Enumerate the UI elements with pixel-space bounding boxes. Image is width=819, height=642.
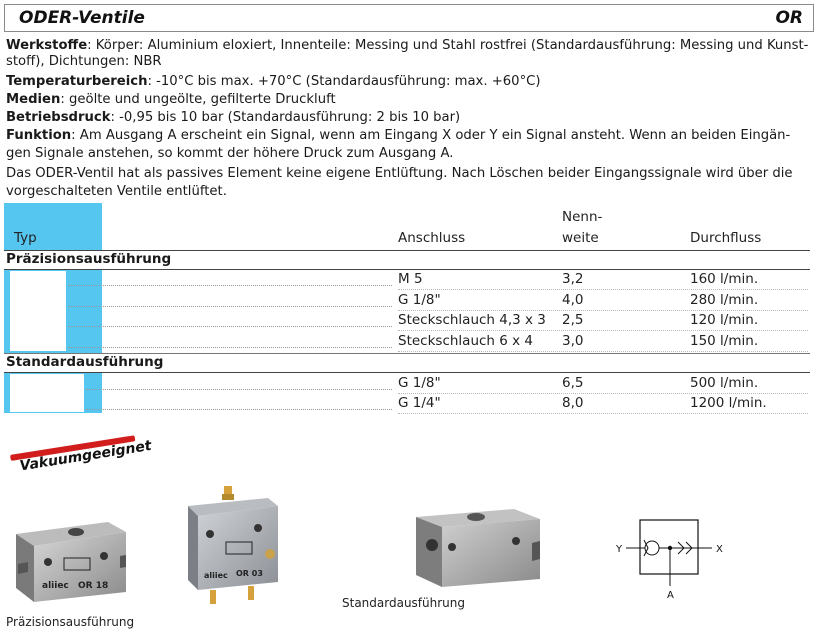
cell-durchfluss: 120 l/min. [690,312,759,328]
model-label-or03: OR 03 [236,569,263,578]
description-text: vorgeschalteten Ventile entlüftet. [6,184,227,199]
cell-anschluss: M 5 [398,271,423,287]
description-label: Funktion [6,128,72,143]
header-box [4,4,814,32]
header-nennweite-1: Nenn- [562,209,603,225]
header-typ: Typ [14,230,37,246]
leader-dots [68,285,392,286]
description-line [6,92,336,108]
row-divider [398,393,808,394]
symbol-a: A [667,590,674,600]
description-line [6,54,162,70]
description-line [6,184,227,200]
description-label: Betriebsdruck [6,110,111,125]
type-cell-blank [10,374,84,412]
cell-nennweite: 6,5 [562,375,584,391]
cell-durchfluss: 150 l/min. [690,332,759,349]
section-title: Präzisionsausführung [6,251,175,267]
description-line [6,74,541,90]
stamp-text: Vakuumgeeignet [18,437,153,475]
description-text: stoff), Dichtungen: NBR [6,54,162,69]
row-divider [398,351,808,352]
row-divider [398,289,808,290]
brand-label: aliiec [204,571,228,580]
cell-nennweite: 8,0 [562,395,584,411]
cell-nennweite: 3,0 [562,332,584,349]
caption-precision: Präzisionsausführung [6,615,135,629]
cell-durchfluss: 1200 l/min. [690,395,767,411]
caption-standard: Standardausführung [342,596,465,610]
leader-dots [86,389,392,390]
description-text: Das ODER-Ventil hat als passives Element keine eigene Entlüftung. Nach Löschen beider Eingangssignale wird über die [6,166,793,181]
page-title: ODER-Ventile [19,8,145,28]
description-text: gen Signale anstehen, so kommt der höhere Druck zum Ausgang A. [6,146,454,161]
row-divider [398,330,808,331]
header-durchfluss: Durchfluss [690,230,762,246]
section-title: Standardausführung [6,354,167,370]
cell-durchfluss: 500 l/min. [690,375,759,391]
pneumatic-symbol [612,516,736,600]
cell-nennweite: 3,2 [562,271,584,287]
description-line [6,128,790,144]
type-cell-blank [10,271,66,351]
description-line [6,166,793,182]
cell-anschluss: G 1/4" [398,395,441,411]
description-label: Werkstoffe [6,38,88,53]
description-line [6,38,808,54]
cell-anschluss: Steckschlauch 4,3 x 3 [398,312,546,328]
cell-anschluss: G 1/8" [398,291,441,308]
description-text: : -10°C bis max. +70°C (Standardausführung: max. +60°C) [147,74,541,89]
vacuum-stamp [10,435,153,484]
section-rule [4,269,810,270]
valve-or03-image [182,486,282,612]
valve-precision-image [8,512,130,604]
description-text: : Am Ausgang A erscheint ein Signal, wenn am Eingang X oder Y ein Signal ansteht. Wenn an beiden Eingän- [71,128,791,143]
description-text: : -0,95 bis 10 bar (Standardausführung: 2 bis 10 bar) [110,110,461,125]
section-rule [4,372,810,373]
cell-anschluss: Steckschlauch 6 x 4 [398,332,534,349]
symbol-y: Y [616,544,623,555]
row-divider [398,310,808,311]
cell-anschluss: G 1/8" [398,375,441,391]
description-line [6,110,460,126]
cell-durchfluss: 280 l/min. [690,291,759,308]
leader-dots [68,347,392,348]
cell-nennweite: 4,0 [562,291,584,308]
header-anschluss: Anschluss [398,230,466,246]
symbol-x: X [716,544,723,555]
description-label: Temperaturbereich [6,74,148,89]
model-label-or18: OR 18 [78,581,109,591]
leader-dots [86,409,392,410]
valve-standard-image [404,505,544,591]
description-line [6,146,453,162]
cell-nennweite: 2,5 [562,312,584,328]
leader-dots [68,326,392,327]
header-nennweite-2: weite [562,230,599,246]
row-divider [398,413,808,414]
product-code: OR [775,8,803,28]
description-label: Medien [6,92,61,107]
leader-dots [68,306,392,307]
cell-durchfluss: 160 l/min. [690,271,759,287]
description-text: : geölte und ungeölte, gefilterte Druckluft [60,92,336,107]
brand-label: aliiec [42,581,69,591]
description-text: : Körper: Aluminium eloxiert, Innenteile: Messing und Stahl rostfrei (Standardausführung: Messing und Kunst- [87,38,809,53]
